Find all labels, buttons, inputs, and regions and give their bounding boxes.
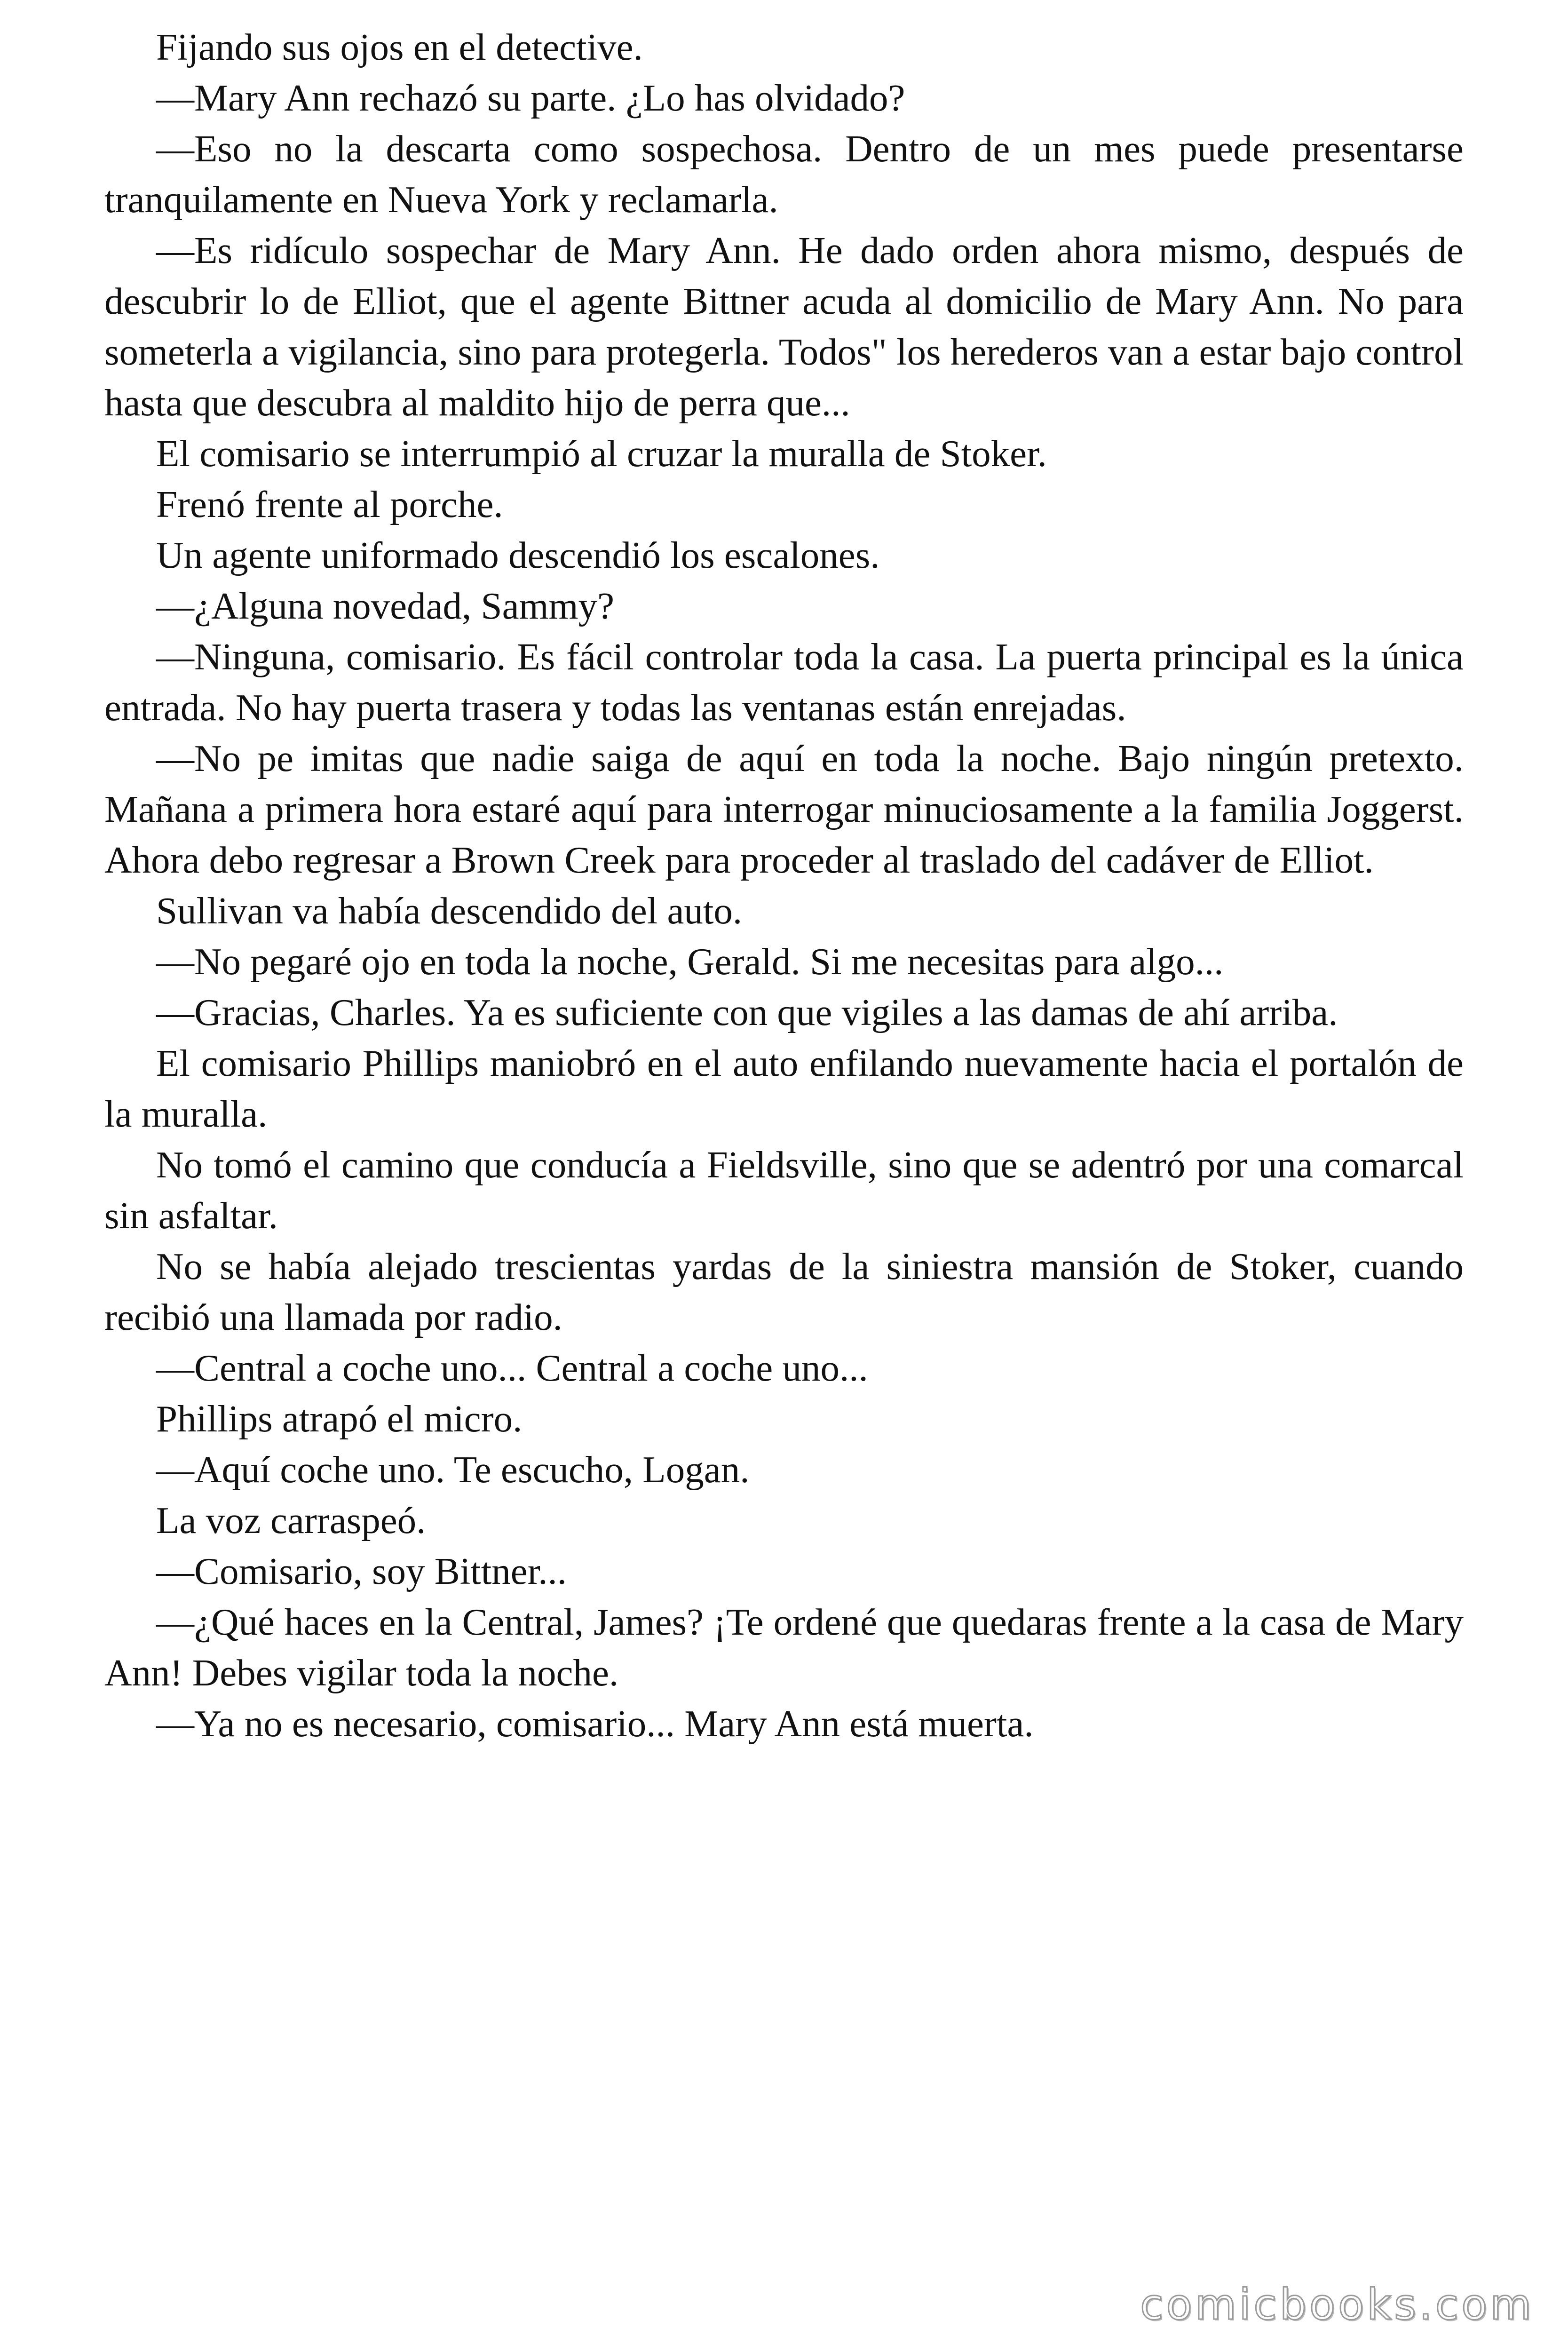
- paragraph: —Comisario, soy Bittner...: [156, 1550, 567, 1592]
- paragraph: —¿Alguna novedad, Sammy?: [156, 585, 615, 627]
- paragraph: Un agente uniformado descendió los escalones.: [156, 534, 880, 576]
- paragraph: —Aquí coche uno. Te escucho, Logan.: [156, 1448, 750, 1491]
- paragraph: —Es ridículo sospechar de Mary Ann. He dado orden ahora mismo, después de descubrir lo de Elliot, que el agente Bittner acuda al domicilio de Mary Ann. No para someterla a vigilancia, sino para protegerla. Todos" los herederos van a estar bajo control hasta que descubra al maldito hijo de perra que...: [104, 229, 1464, 424]
- paragraph: —Gracias, Charles. Ya es suficiente con que vigiles a las damas de ahí arriba.: [156, 991, 1338, 1033]
- paragraph: —Ninguna, comisario. Es fácil controlar toda la casa. La puerta principal es la única entrada. No hay puerta trasera y todas las ventanas están enrejadas.: [104, 636, 1464, 729]
- paragraph: No se había alejado trescientas yardas de la siniestra mansión de Stoker, cuando recibió una llamada por radio.: [104, 1245, 1464, 1338]
- watermark-logo: comicbooks.com: [1140, 2280, 1534, 2329]
- paragraph: El comisario se interrumpió al cruzar la muralla de Stoker.: [156, 432, 1047, 475]
- body-text: [104, 22, 1464, 1749]
- paragraph: —Mary Ann rechazó su parte. ¿Lo has olvidado?: [156, 77, 905, 119]
- paragraph: —Central a coche uno... Central a coche uno...: [156, 1347, 868, 1389]
- paragraph: Frenó frente al porche.: [156, 483, 503, 525]
- paragraph: Sullivan va había descendido del auto.: [156, 890, 743, 932]
- paragraph: —Ya no es necesario, comisario... Mary Ann está muerta.: [156, 1702, 1034, 1745]
- paragraph: Phillips atrapó el micro.: [156, 1398, 523, 1440]
- paragraph: El comisario Phillips maniobró en el auto enfilando nuevamente hacia el portalón de la muralla.: [104, 1042, 1464, 1135]
- paragraph: —No pegaré ojo en toda la noche, Gerald. Si me necesitas para algo...: [156, 940, 1224, 983]
- paragraph: La voz carraspeó.: [156, 1499, 426, 1542]
- paragraph: —No pe imitas que nadie saiga de aquí en toda la noche. Bajo ningún pretexto. Mañana a primera hora estaré aquí para interrogar minuciosamente a la familia Joggerst. Ahora debo regresar a Brown Creek para proceder al traslado del cadáver de Elliot.: [104, 737, 1464, 881]
- paragraph: —Eso no la descarta como sospechosa. Dentro de un mes puede presentarse tranquilamente en Nueva York y reclamarla.: [104, 127, 1464, 221]
- paragraph: —¿Qué haces en la Central, James? ¡Te ordené que quedaras frente a la casa de Mary Ann! Debes vigilar toda la noche.: [104, 1601, 1464, 1694]
- paragraph: Fijando sus ojos en el detective.: [156, 26, 643, 68]
- paragraph: No tomó el camino que conducía a Fieldsville, sino que se adentró por una comarcal sin asfaltar.: [104, 1144, 1464, 1237]
